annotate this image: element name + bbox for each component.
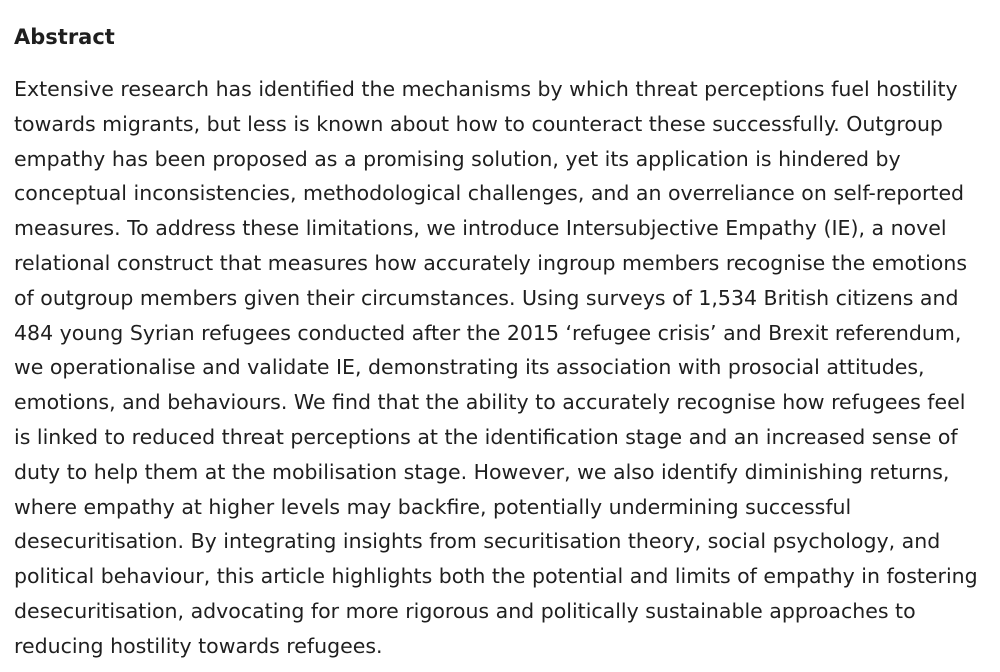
abstract-text: Extensive research has identified the mechanisms by which threat perceptions fuel hostility towards migrants, but less is known about how to counteract these successfully. Outgroup empathy has been proposed as a promising solution, yet its application is hindered by conceptual inconsistencies, methodological challenges, and an overreliance on self-reported measures. To address these limitations, we introduce Intersubjective Empathy (IE), a novel relational construct that measures how accurately ingroup members recognise the emotions of outgroup members given their circumstances. Using surveys of 1,534 British citizens and 484 young Syrian refugees conducted after the 2015 ‘refugee crisis’ and Brexit referendum, we operationalise and validate IE, demonstrating its association with prosocial attitudes, emotions, and behaviours. We find that the ability to accurately recognise how refugees feel is linked to reduced threat perceptions at the identification stage and an increased sense of duty to help them at the mobilisation stage. However, we also identify diminishing returns, where empathy at higher levels may backfire, potentially undermining successful desecuritisation. By integrating insights from securitisation theory, social psychology, and political behaviour, this article highlights both the potential and limits of empathy in fostering desecuritisation, advocating for more rigorous and politically sustainable approaches to reducing hostility towards refugees. (14, 77, 978, 658)
abstract-heading: Abstract (14, 25, 115, 49)
